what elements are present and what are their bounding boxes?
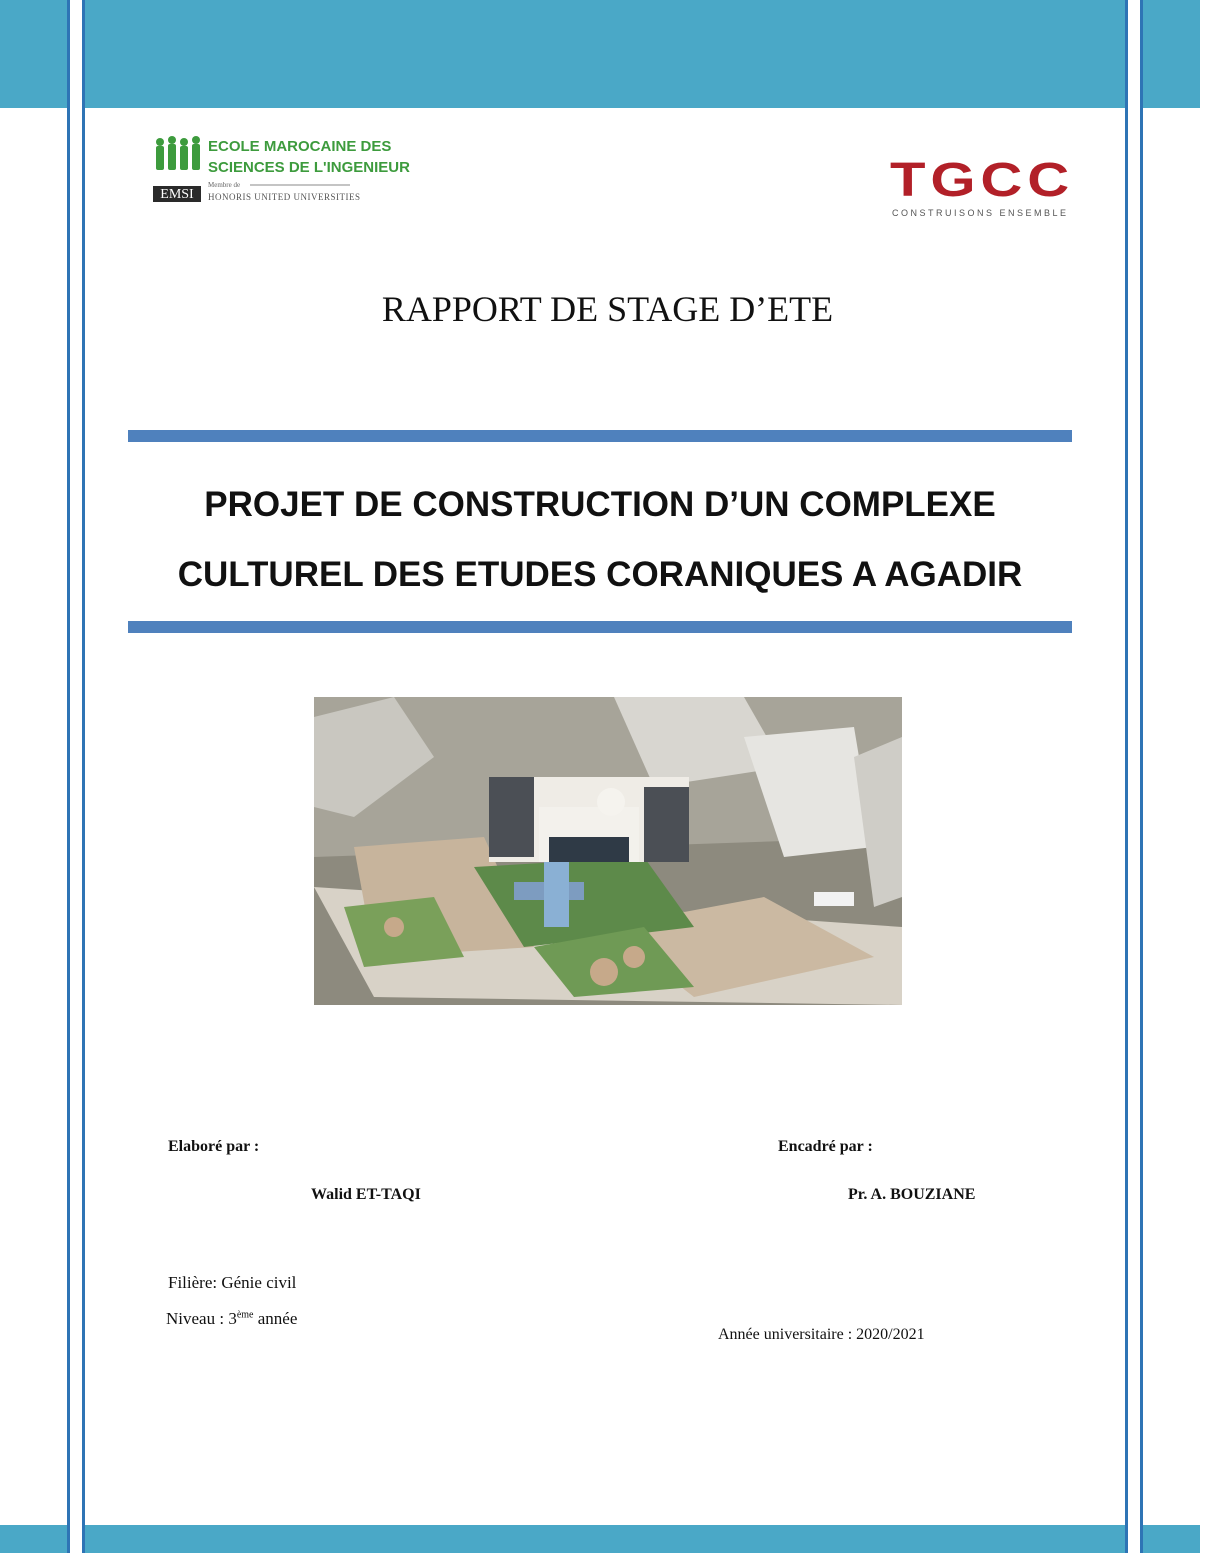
author-name: Walid ET-TAQI — [311, 1186, 421, 1203]
project-title-line1: PROJET DE CONSTRUCTION D’UN COMPLEXE — [204, 485, 996, 524]
border-line-center-right — [1125, 0, 1128, 1553]
title-rule-top — [128, 430, 1072, 442]
report-type-heading: RAPPORT DE STAGE D’ETE — [381, 289, 834, 329]
emsi-name-line2: SCIENCES DE L'INGENIEUR — [208, 159, 410, 176]
bottom-band-left — [0, 1525, 68, 1553]
project-rendering-image — [314, 697, 902, 1005]
project-title — [100, 470, 1100, 610]
emsi-name-line1: ECOLE MAROCAINE DES — [208, 138, 392, 155]
niveau-prefix: Niveau : 3 — [166, 1309, 237, 1328]
elabore-par-label: Elaboré par : — [168, 1138, 260, 1155]
top-band-center — [85, 0, 1125, 108]
border-line-center-left — [82, 0, 85, 1553]
emsi-logo — [150, 134, 410, 209]
niveau-suffix: année — [253, 1309, 298, 1328]
niveau-text — [166, 1309, 297, 1329]
emsi-badge-text: EMSI — [160, 187, 194, 202]
bottom-band-center — [85, 1525, 1125, 1553]
emsi-member-of: Membre de — [208, 181, 241, 189]
bottom-band-right — [1142, 1525, 1200, 1553]
tgcc-tagline: CONSTRUISONS ENSEMBLE — [892, 208, 1069, 218]
annee-universitaire: Année universitaire : 2020/2021 — [718, 1326, 925, 1343]
top-band-left — [0, 0, 68, 108]
border-line-right — [1140, 0, 1143, 1553]
top-band-right — [1142, 0, 1200, 108]
tgcc-logo — [888, 150, 1078, 220]
supervisor-name: Pr. A. BOUZIANE — [848, 1186, 976, 1203]
tgcc-name: TGCC — [890, 154, 1074, 207]
encadre-par-label: Encadré par : — [778, 1138, 873, 1155]
project-title-line2: CULTUREL DES ETUDES CORANIQUES A AGADIR — [177, 555, 1023, 594]
emsi-network: HONORIS UNITED UNIVERSITIES — [208, 192, 361, 202]
title-rule-bottom — [128, 621, 1072, 633]
filiere-text: Filière: Génie civil — [168, 1273, 297, 1292]
niveau-superscript: ème — [236, 1309, 254, 1321]
emsi-figures-icon — [156, 136, 200, 170]
border-line-left — [67, 0, 70, 1553]
